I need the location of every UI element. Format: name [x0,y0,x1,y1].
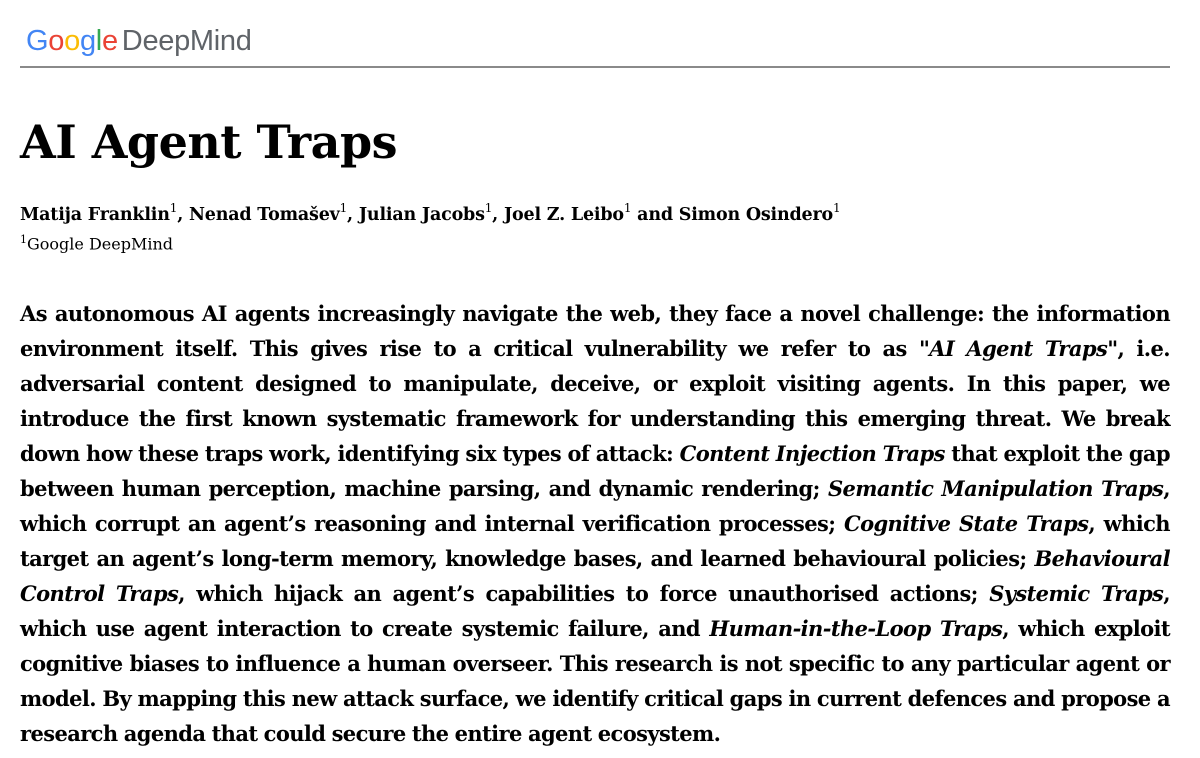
affiliation-name: Google DeepMind [27,234,174,254]
author-name: Nenad Tomašev [188,204,340,225]
abstract-text: ", i.e. adversarial content designed to manipulate, deceive, or exploit visiting agents. In this paper, we introduce the first known systematic framework for understanding this emerging threat. We break down how these traps work, identifying six types of attack: [20,336,1170,466]
author-separator: , [177,204,189,225]
logo-letter: g [79,25,96,57]
author-list [20,196,840,228]
paper-title: AI Agent Traps [20,115,398,169]
abstract-text: , which corrupt an agent’s reasoning and internal verification processes; [20,476,1170,536]
abstract-text: , which use agent interaction to create systemic failure, and [20,581,1170,641]
abstract-text: , which hijack an agent’s capabilities to force unauthorised actions; [178,581,990,606]
abstract-emphasis: Behavioural Control Traps [20,546,1170,606]
abstract-emphasis: Cognitive State Traps [843,511,1089,536]
logo-letter: o [64,25,80,57]
author-name: Matija Franklin [20,204,170,225]
abstract-text: As autonomous AI agents increasingly navigate the web, they face a novel challenge: the information environment itself. This gives rise to a critical vulnerability we refer to as " [20,301,1170,361]
abstract-emphasis: Human-in-the-Loop Traps [709,616,1003,641]
author-separator: , [347,204,359,225]
abstract-emphasis: Systemic Traps [989,581,1164,606]
abstract-emphasis: AI Agent Traps [929,336,1108,361]
abstract-text: , which target an agent’s long-term memory, knowledge bases, and learned behavioural policies; [20,511,1170,571]
logo-letter: e [101,25,118,57]
abstract-text: , which exploit cognitive biases to influence a human overseer. This research is not specific to any particular agent or model. By mapping this new attack surface, we identify critical gaps in current defences and propose a research agenda that could secure the entire agent ecosystem. [20,616,1171,746]
logo-letter: o [48,25,65,57]
author-name: Julian Jacobs [358,204,485,225]
abstract-emphasis: Content Injection Traps [679,441,945,466]
author-affiliation-marker: 1 [484,201,493,215]
author-name: Joel Z. Leibo [503,204,624,225]
author-separator: , [492,204,504,225]
author-final-separator: and [631,204,679,225]
logo-suffix: DeepMind [121,25,252,57]
header-divider [20,66,1170,68]
author-affiliation-marker: 1 [169,201,178,215]
logo-letter: G [26,25,49,57]
affiliation [20,229,173,255]
author-affiliation-marker: 1 [833,201,841,215]
abstract-text: that exploit the gap between human perception, machine parsing, and dynamic rendering; [20,441,1171,501]
affiliation-marker: 1 [20,233,27,246]
google-deepmind-logo [26,24,252,58]
abstract [20,296,1170,751]
author-name: Simon Osindero [678,204,833,225]
author-affiliation-marker: 1 [339,201,348,215]
author-affiliation-marker: 1 [623,201,632,215]
abstract-emphasis: Semantic Manipulation Traps [827,476,1164,501]
logo-letter: l [95,25,102,57]
